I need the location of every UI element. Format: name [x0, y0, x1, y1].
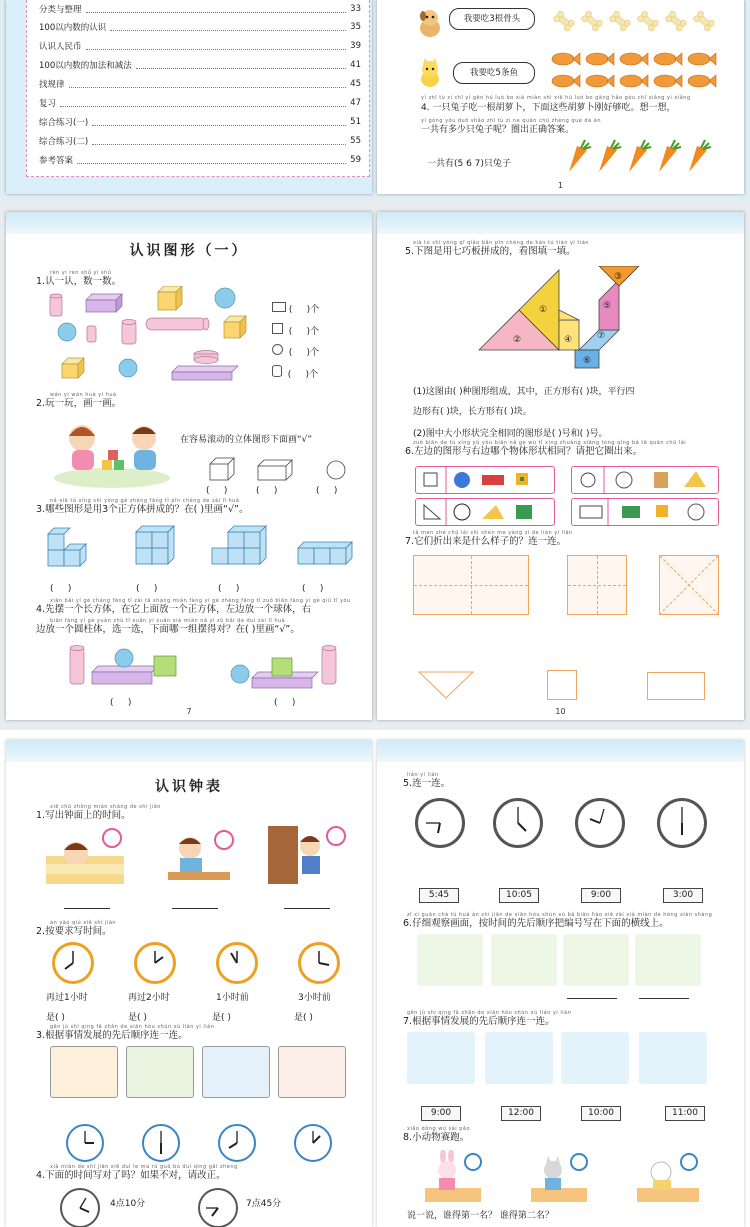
clock-face	[216, 942, 258, 984]
scene-kitten-fishing-3	[561, 1032, 629, 1084]
clock-face	[298, 942, 340, 984]
count-row-sphere: ( )个	[272, 344, 319, 358]
dog-icon	[417, 8, 443, 38]
time-label[interactable]: 3:00	[663, 888, 703, 903]
q5-fill-1[interactable]: (1)这图由( )种图形组成，其中，正方形有( )块，平行四	[413, 387, 635, 397]
q5-fill-2[interactable]: (2)图中大小形状完全相同的图形是( )号和( )号。	[413, 429, 608, 439]
scene-family-2	[126, 1046, 194, 1098]
q2-text: 2.玩一玩，画一画。	[36, 398, 122, 409]
cylinder-icon	[272, 365, 282, 377]
q6-answer-line[interactable]	[639, 998, 689, 999]
time-label[interactable]: 12:00	[501, 1106, 541, 1121]
time-label[interactable]: 10:00	[581, 1106, 621, 1121]
time-label[interactable]: 11:00	[665, 1106, 705, 1121]
page-number: 10	[555, 707, 566, 716]
q2-item-2: 再过2小时	[128, 993, 170, 1003]
q1-text: 1.写出钟面上的时间。	[36, 810, 131, 821]
tangram-label-2: ②	[513, 335, 522, 345]
q4-time-2: 7点45分	[246, 1199, 282, 1209]
q6-pinyin: zuǒ biān de tú xíng yǔ yòu biān nǎ ge wù tǐ xíng zhuàng xiāng tóng qǐng bǎ tā quān chū lái	[413, 440, 687, 446]
cat-runner	[527, 1150, 591, 1206]
q4-text-2: 一共有多少只兔子呢？圈出正确答案。	[421, 125, 575, 135]
tangram-label-5: ⑤	[603, 301, 612, 311]
q4-text: 4. 一只兔子吃一根胡萝卜，下面这些胡萝卜刚好够吃。想一想，	[421, 103, 676, 113]
q3-answer-1[interactable]: ( )	[50, 584, 72, 594]
result-square[interactable]	[547, 670, 577, 700]
toc-item[interactable]: 认识人民币 39	[39, 41, 361, 52]
q2-answer-1[interactable]: ( )	[206, 486, 228, 496]
q2-answer-4[interactable]: 是( )	[294, 1013, 313, 1023]
q2-answer-2[interactable]: ( )	[256, 486, 278, 496]
time-label[interactable]: 10:05	[499, 888, 539, 903]
clock-face[interactable]	[493, 798, 543, 848]
scene-tree-planting-3	[563, 934, 629, 986]
q7-pinyin: tā men zhé chū lái shì shén me yàng zi de lián yi lián	[413, 530, 573, 536]
q3-text: 3.根据事情发展的先后顺序连一连。	[36, 1030, 188, 1041]
q7-text: 7.它们折出来是什么样子的？连一连。	[405, 536, 567, 547]
page-number: 1	[557, 181, 564, 190]
q3-text: 3.哪些图形是用3个正方体拼成的？在( )里画“√”。	[36, 504, 249, 515]
tangram-figure	[477, 266, 647, 370]
q7-pinyin: gēn jù shì qing fā zhǎn de xiān hòu shùn xù lián yi lián	[407, 1010, 572, 1016]
cuboid-icon	[272, 302, 286, 312]
q1-answer-3[interactable]	[284, 908, 330, 909]
q8-text: 8.小动物赛跑。	[403, 1132, 470, 1143]
clock-face	[198, 1188, 238, 1227]
toc-item[interactable]: 100以内数的认识 35	[39, 22, 361, 33]
scene-family-1	[50, 1046, 118, 1098]
q4-pinyin-2: biān fàng yí gè yuán zhù tǐ xuǎn yi xuǎn xià miàn nǎ yì zǔ bǎi de duì zài lǐ huà	[50, 618, 286, 624]
q2-item-4: 3小时前	[298, 993, 331, 1003]
q4-time-1: 4点10分	[110, 1199, 146, 1209]
dog-speech-bubble: 我要吃3根骨头	[449, 8, 535, 30]
q6-pinyin: zǐ xì guān chá tú huà àn shí jiān de xiān hòu shùn xù bǎ biān hào xiě zài xià miàn de héng xiàn shàng	[407, 912, 713, 918]
result-rectangle[interactable]	[647, 672, 705, 700]
scene-kitten-fishing-2	[485, 1032, 553, 1084]
q3-answer-2[interactable]: ( )	[136, 584, 158, 594]
q5-text: 5.下图是用七巧板拼成的，看图填一填。	[405, 246, 576, 257]
q2-answer-2[interactable]: 是( )	[128, 1013, 147, 1023]
count-row-cuboid: ( )个	[272, 302, 319, 315]
toc-item[interactable]: 综合练习(二) 55	[39, 136, 361, 147]
bones-row	[549, 8, 719, 34]
q4-options	[66, 642, 356, 692]
fold-paper-1[interactable]	[413, 555, 529, 615]
q6-answer-line[interactable]	[567, 998, 617, 999]
clock-face[interactable]	[218, 1124, 256, 1162]
q5-pinyin: xià tú shì yòng qī qiǎo bǎn pīn chéng de kàn tú tián yi tián	[413, 240, 589, 246]
spread-toc	[0, 0, 750, 200]
scene-tree-planting-1	[417, 934, 483, 986]
q1-answer-2[interactable]	[172, 908, 218, 909]
fold-paper-2[interactable]	[567, 555, 627, 615]
q1-answer-1[interactable]	[64, 908, 110, 909]
count-row-cylinder: ( )个	[272, 365, 318, 380]
q1-text: 1.认一认，数一数。	[36, 276, 122, 287]
q4-answer-2[interactable]: ( )	[274, 698, 296, 708]
cube-icon	[272, 323, 283, 334]
clock-face	[134, 942, 176, 984]
clock-face[interactable]	[657, 798, 707, 848]
spread-shapes	[0, 200, 750, 730]
q4-pinyin: yì zhī tù zi chī yì gēn hú luó bo xià miàn shì xiē hú luó bo gāng hǎo gòu chī xiǎng yi xiǎng	[421, 95, 691, 101]
cat-speech-bubble: 我要吃5条鱼	[453, 62, 535, 84]
clock-face	[60, 1188, 100, 1227]
toc-item[interactable]: 参考答案 59	[39, 155, 361, 166]
sheep-runner	[633, 1150, 703, 1206]
q4-answer-1[interactable]: ( )	[110, 698, 132, 708]
q3-pinyin: nǎ xiē tú xíng shì yòng gè zhèng fāng tǐ pīn chéng de zài lǐ huà	[50, 498, 240, 504]
q3-answer-3[interactable]: ( )	[218, 584, 240, 594]
q8-question: 说一说，谁得第一名？ 谁得第二名？	[407, 1211, 554, 1221]
scene-home	[268, 826, 348, 886]
q2-text: 2.按要求写时间。	[36, 926, 112, 937]
q8-pinyin: xiǎo dòng wù sài pǎo	[407, 1126, 471, 1132]
scene-kitten-fishing-4	[639, 1032, 707, 1084]
tangram-label-3: ③	[614, 272, 623, 282]
fish-group	[549, 50, 719, 92]
toc-item[interactable]: 综合练习(一) 51	[39, 117, 361, 128]
clock-face[interactable]	[294, 1124, 332, 1162]
fold-paper-3[interactable]	[659, 555, 719, 615]
toc-page	[6, 0, 372, 194]
clock-page-left	[6, 740, 372, 1227]
match-row-square	[415, 466, 555, 494]
scene-tree-planting-2	[491, 934, 557, 986]
scene-breakfast	[160, 828, 236, 886]
q1-pinyin: xiě chū zhōng miàn shàng de shí jiān	[50, 804, 161, 810]
scene-kitten-fishing-1	[407, 1032, 475, 1084]
q2-item-1: 再过1小时	[46, 993, 88, 1003]
page-number: 7	[186, 707, 192, 716]
q6-text: 6.仔细观察画面，按时间的先后顺序把编号写在下面的横线上。	[403, 918, 669, 929]
count-row-cube: ( )个	[272, 323, 319, 337]
q2-item-3: 1小时前	[216, 993, 249, 1003]
match-row-circle	[571, 466, 719, 494]
result-triangle[interactable]	[417, 670, 475, 700]
scene-wake-up	[46, 826, 124, 884]
q4-text-2: 边放一个圆柱体，选一选，下面哪一组摆得对？在( )里画“√”。	[36, 624, 300, 635]
q7-text: 7.根据事情发展的先后顺序连一连。	[403, 1016, 555, 1027]
clock-face[interactable]	[415, 798, 465, 848]
q4-text: 4.下面的时间写对了吗？如果不对，请改正。	[36, 1170, 226, 1181]
match-row-triangle	[415, 498, 555, 526]
toc-item[interactable]: 分类与整理 33	[39, 4, 361, 15]
page-1	[377, 0, 744, 194]
tangram-label-6: ⑥	[583, 356, 592, 366]
sphere-icon	[272, 344, 283, 355]
q4-pinyin-2: yí gòng yǒu duō shǎo zhī tù zi ne quān chū zhèng què dá àn	[421, 118, 601, 124]
clock-face[interactable]	[575, 798, 625, 848]
q3-pinyin: gēn jù shì qing fā zhǎn de xiān hòu shùn xù lián yi lián	[50, 1024, 215, 1030]
clock-face[interactable]	[142, 1124, 180, 1162]
q2-hint: 在容易滚动的立体图形下面画“√”	[180, 435, 313, 445]
carrots-row	[563, 138, 713, 174]
q2-answer-3[interactable]: 是( )	[212, 1013, 231, 1023]
scene-tree-planting-4	[635, 934, 701, 986]
scene-family-3	[202, 1046, 270, 1098]
q2-pinyin: wán yi wán huà yi huà	[50, 392, 117, 398]
q4-pinyin: xià miàn de shí jiān xiě duì le ma rú guǒ bú duì qǐng gǎi zhèng	[50, 1164, 238, 1170]
shapes-collection	[42, 286, 252, 381]
time-label[interactable]: 5:45	[419, 888, 459, 903]
cube-groups	[44, 520, 364, 576]
clock-face	[52, 942, 94, 984]
tangram-label-1: ①	[539, 305, 548, 315]
q2-answer-1[interactable]: 是( )	[46, 1013, 65, 1023]
page-title: 认识图形（一）	[129, 243, 249, 259]
match-row-rectangle	[571, 498, 719, 526]
toc-item[interactable]: 找规律 45	[39, 79, 361, 90]
page-10	[377, 212, 744, 720]
tangram-label-7: ⑦	[597, 331, 606, 341]
toc-list	[26, 0, 370, 177]
q2-answer-3[interactable]: ( )	[316, 486, 338, 496]
spread-clocks	[0, 730, 750, 1227]
q5-text: 5.连一连。	[403, 778, 451, 789]
toc-item[interactable]: 100以内数的加法和减法 41	[39, 60, 361, 71]
scene-family-4	[278, 1046, 346, 1098]
q2-pinyin: àn yāo qiú xiě shí jiān	[50, 920, 117, 926]
page-7	[6, 212, 372, 720]
cat-icon	[417, 58, 443, 88]
q6-text: 6.左边的图形与右边哪个物体形状相同？请把它圈出来。	[405, 446, 643, 457]
toc-item[interactable]: 复习 47	[39, 98, 361, 109]
clock-face[interactable]	[66, 1124, 104, 1162]
tangram-label-4: ④	[564, 335, 573, 345]
q3-answer-4[interactable]: ( )	[302, 584, 324, 594]
q5-pinyin: lián yi lián	[407, 772, 439, 778]
time-label[interactable]: 9:00	[421, 1106, 461, 1121]
q4-pinyin: xiān bǎi yí gè cháng fāng tǐ zài tā shàng miàn fàng yí gè zhèng fāng tǐ zuǒ biān fàng yí gè qiú tǐ yòu	[50, 598, 351, 604]
q2-shapes	[206, 456, 356, 482]
count-list	[272, 302, 372, 392]
children-playing-illustration	[52, 416, 174, 488]
q5-fill-1b[interactable]: 边形有( )块，长方形有( )块。	[413, 407, 532, 417]
clock-page-right	[377, 740, 744, 1227]
time-label[interactable]: 9:00	[581, 888, 621, 903]
q1-pinyin: rèn yi rèn shǔ yi shǔ	[50, 270, 112, 276]
page-title: 认识钟表	[155, 779, 223, 795]
q4-answer[interactable]: 一共有(5 6 7)只兔子	[427, 159, 511, 169]
q4-text: 4.先摆一个长方体，在它上面放一个正方体，左边放一个球体，右	[36, 604, 312, 615]
rabbit-runner	[421, 1150, 485, 1206]
